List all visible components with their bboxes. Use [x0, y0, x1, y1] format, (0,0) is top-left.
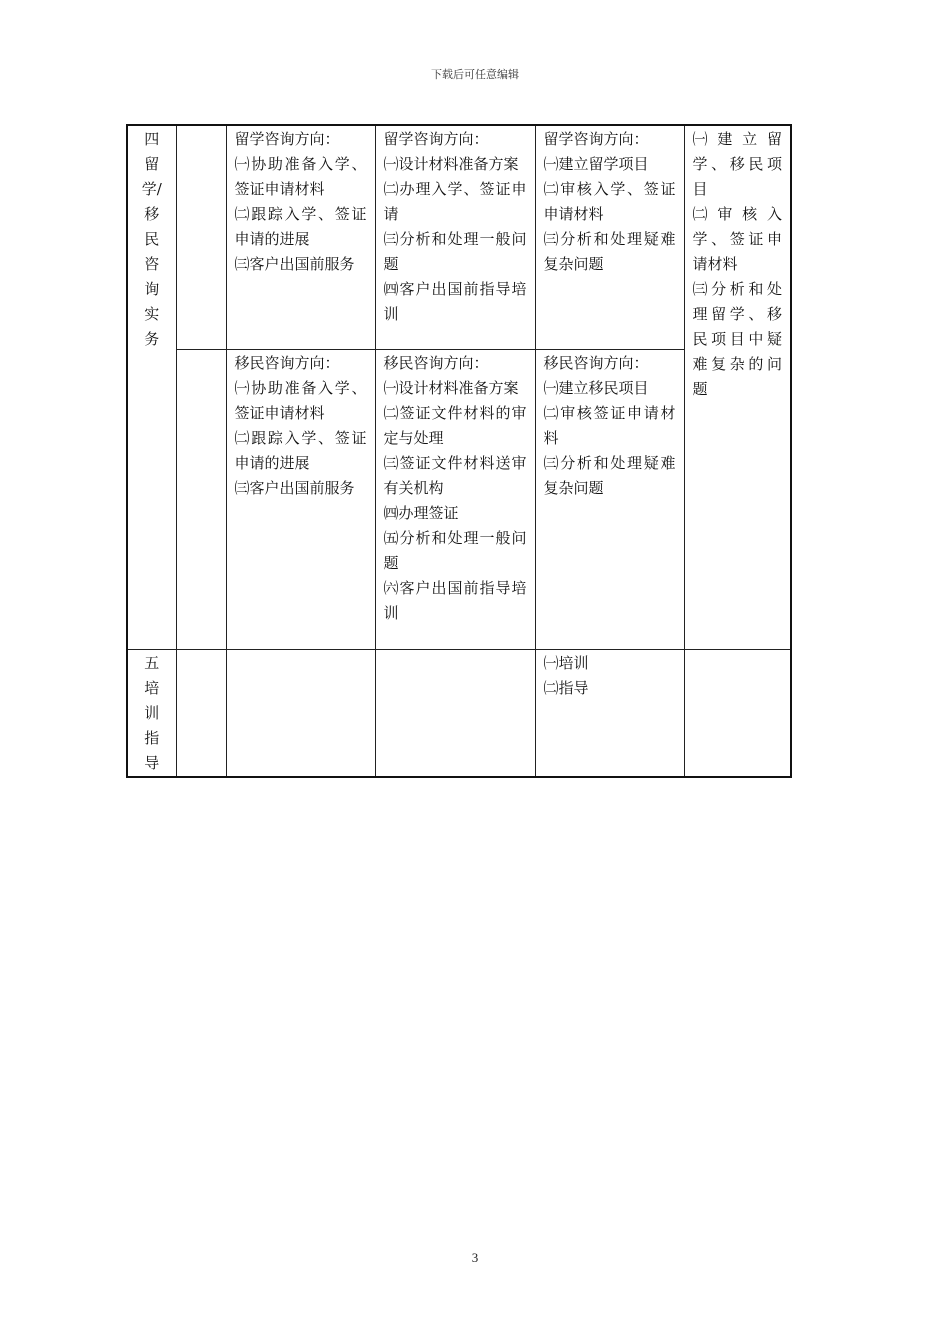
cell-line: 咨: [144, 255, 160, 273]
cell-line: ㈢签证文件材料送审有关机构: [383, 453, 527, 497]
cell-line: 四: [144, 130, 160, 148]
cell-line: 移民咨询方向：: [234, 353, 340, 372]
section4-immigration-col2: [176, 349, 226, 649]
cell-line: ㈠协助准备入学、签证申请材料: [234, 155, 367, 198]
table-row: [127, 125, 791, 349]
section4-study-col2: [176, 125, 226, 349]
table-row: [127, 649, 791, 777]
section5-col5: [535, 649, 684, 777]
cell-line: ㈢客户出国前服务: [234, 478, 355, 497]
page-number: 3: [471, 1250, 479, 1265]
cell-line: 五: [144, 653, 160, 672]
cell-line: ㈡跟踪入学、签证申请的进展: [234, 205, 367, 248]
cell-line: ㈢客户出国前服务: [234, 255, 355, 273]
section4-study-col5: [535, 125, 684, 349]
cell-line: 询: [144, 280, 160, 298]
section4-immigration-col5: [535, 349, 684, 649]
section4-immigration-col4: [375, 349, 535, 649]
cell-line: ㈣办理签证: [383, 503, 459, 522]
cell-line: ㈡签证文件材料的审定与处理: [383, 403, 527, 447]
cell-line: ㈠协助准备入学、签证申请材料: [234, 378, 367, 422]
cell-line: ㈠设计材料准备方案: [383, 378, 519, 397]
cell-line: ㈠培训: [543, 653, 589, 672]
cell-line: ㈡审核入学、签证申请材料: [692, 205, 782, 273]
cell-line: ㈣客户出国前指导培训: [383, 280, 527, 323]
section4-study-col4: [375, 125, 535, 349]
section5-col4: [375, 649, 535, 777]
cell-line: ㈠建立移民项目: [543, 378, 649, 397]
cell-line: ㈡审核入学、签证申请材料: [543, 180, 676, 223]
cell-line: 留: [144, 155, 160, 173]
header-note: 下载后可任意编辑: [431, 68, 519, 81]
cell-line: 民: [144, 230, 160, 248]
cell-line: 留学咨询方向：: [234, 130, 340, 148]
cell-line: 指: [144, 728, 160, 747]
cell-line: 移: [144, 205, 160, 223]
cell-line: 留学咨询方向：: [383, 130, 489, 148]
cell-line: 学/: [141, 180, 162, 198]
cell-line: ㈥客户出国前指导培训: [383, 578, 527, 622]
cell-line: ㈡跟踪入学、签证申请的进展: [234, 428, 367, 472]
section4-study-col3: [226, 125, 375, 349]
cell-line: ㈤分析和处理一般问题: [383, 528, 527, 572]
cell-line: ㈠建立留学项目: [543, 155, 649, 173]
cell-line: ㈡办理入学、签证申请: [383, 180, 527, 223]
cell-line: 导: [144, 753, 160, 772]
cell-line: ㈡指导: [543, 678, 589, 697]
cell-line: ㈠建立留学、移民项目: [692, 130, 782, 198]
section5-col3: [226, 649, 375, 777]
section5-col2: [176, 649, 226, 777]
section4-col6: [684, 125, 791, 649]
training-table: [126, 124, 792, 778]
section4-category: [127, 125, 176, 649]
section5-category: [127, 649, 176, 777]
cell-line: 移民咨询方向：: [383, 353, 489, 372]
cell-line: 留学咨询方向：: [543, 130, 649, 148]
cell-line: ㈢分析和处理疑难复杂问题: [543, 230, 676, 273]
cell-line: 训: [144, 703, 160, 722]
cell-line: 实: [144, 305, 160, 323]
cell-line: ㈢分析和处理疑难复杂问题: [543, 453, 676, 497]
cell-line: ㈢分析和处理一般问题: [383, 230, 527, 273]
cell-line: ㈡审核签证申请材料: [543, 403, 676, 447]
cell-line: ㈢分析和处理留学、移民项目中疑难复杂的问题: [692, 280, 782, 398]
cell-line: 务: [144, 330, 160, 348]
cell-line: 移民咨询方向：: [543, 353, 649, 372]
cell-line: ㈠设计材料准备方案: [383, 155, 519, 173]
section4-immigration-col3: [226, 349, 375, 649]
cell-line: 培: [144, 678, 160, 697]
section5-col6: [684, 649, 791, 777]
